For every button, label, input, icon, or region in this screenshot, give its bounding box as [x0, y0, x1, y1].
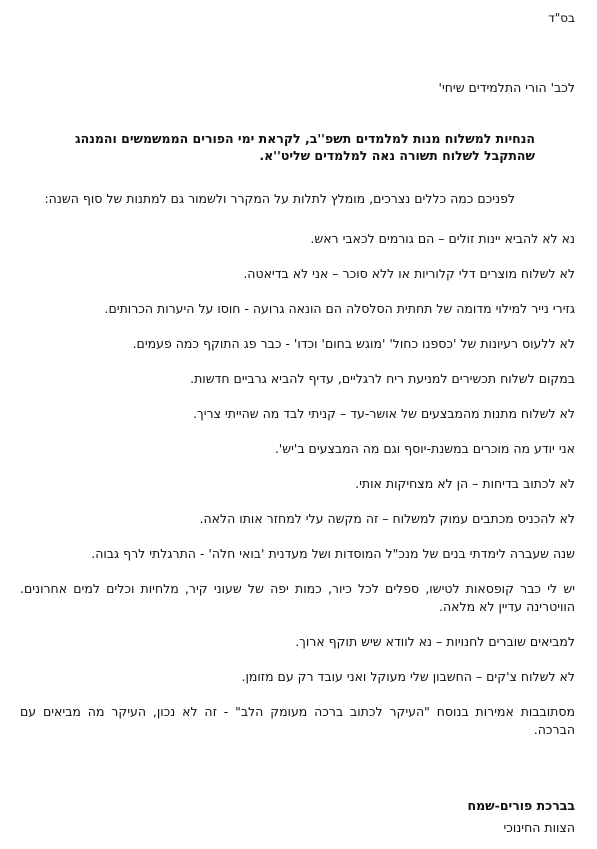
- guideline-item: לא לשלוח מוצרים דלי קלוריות או ללא סוכר – אני לא בדיאטה.: [243, 266, 575, 281]
- sign-off: בברכת פורים-שמח: [467, 798, 575, 813]
- guideline-item: מסתובבות אמירות בנוסח "העיקר לכתוב ברכה מעומק הלב" - זה לא נכון, העיקר מה מביאים עם הברכה.: [20, 704, 575, 737]
- guidelines-list: [20, 230, 575, 756]
- greeting: לכב' הורי התלמידים שיחי': [438, 80, 575, 95]
- guideline-item: נא לא להביא יינות זולים – הם גורמים לכאבי ראש.: [310, 231, 575, 246]
- guideline-item: יש לי כבר קופסאות לטישו, ספלים לכל כיור, כמות יפה של שעוני קיר, מלחיות וכלים למים אחרונים. הוויטרינה עדיין לא מלאה.: [20, 581, 575, 614]
- guideline-item: לא לכתוב בדיחות – הן לא מצחיקות אותי.: [355, 476, 575, 491]
- guideline-item: לא להכניס מכתבים עמוק למשלוח – זה מקשה עלי למחזר אותו הלאה.: [199, 511, 575, 526]
- guideline-item: לא ללעוס רעיונות של 'כספנו כחול' 'מוגש בחום' וכדו' - כבר פג התוקף כמה פעמים.: [132, 336, 575, 351]
- guideline-item: במקום לשלוח תכשירים למניעת ריח לרגליים, עדיף להביא גרביים חדשות.: [190, 371, 575, 386]
- document-title: הנחיות למשלוח מנות למלמדים תשפ''ב, לקראת ימי הפורים הממשמשים והמנהג שהתקבל לשלוח תשורה נאה למלמדים שליט''א.: [75, 131, 535, 163]
- bsd-header: בס"ד: [548, 11, 575, 25]
- guideline-item: לא לשלוח מתנות מהמבצעים של אושר-עד – קניתי לבד מה שהייתי צריך.: [193, 406, 575, 421]
- guideline-item: גזירי נייר למילוי מדומה של תחתית הסלסלה הם הונאה גרועה - חוסו על היערות הכרותים.: [104, 301, 575, 316]
- signature: הצוות החינוכי: [503, 820, 575, 835]
- guideline-item: שנה שעברה לימדתי בנים של מנכ"ל המוסדות ושל מעדנית 'בואי חלה' - התרגלתי לרף גבוה.: [91, 546, 575, 561]
- intro-paragraph: לפניכם כמה כללים נצרכים, מומלץ לתלות על המקרר ולשמור גם למתנות של סוף השנה:: [44, 191, 515, 206]
- guideline-item: אני יודע מה מוכרים במשנת-יוסף וגם מה המבצעים ב'יש'.: [274, 441, 575, 456]
- guideline-item: לא לשלוח צ'קים – החשבון שלי מעוקל ואני עובד רק עם מזומן.: [241, 669, 575, 684]
- guideline-item: למביאים שוברים לחנויות – נא לוודא שיש תוקף ארוך.: [295, 634, 575, 649]
